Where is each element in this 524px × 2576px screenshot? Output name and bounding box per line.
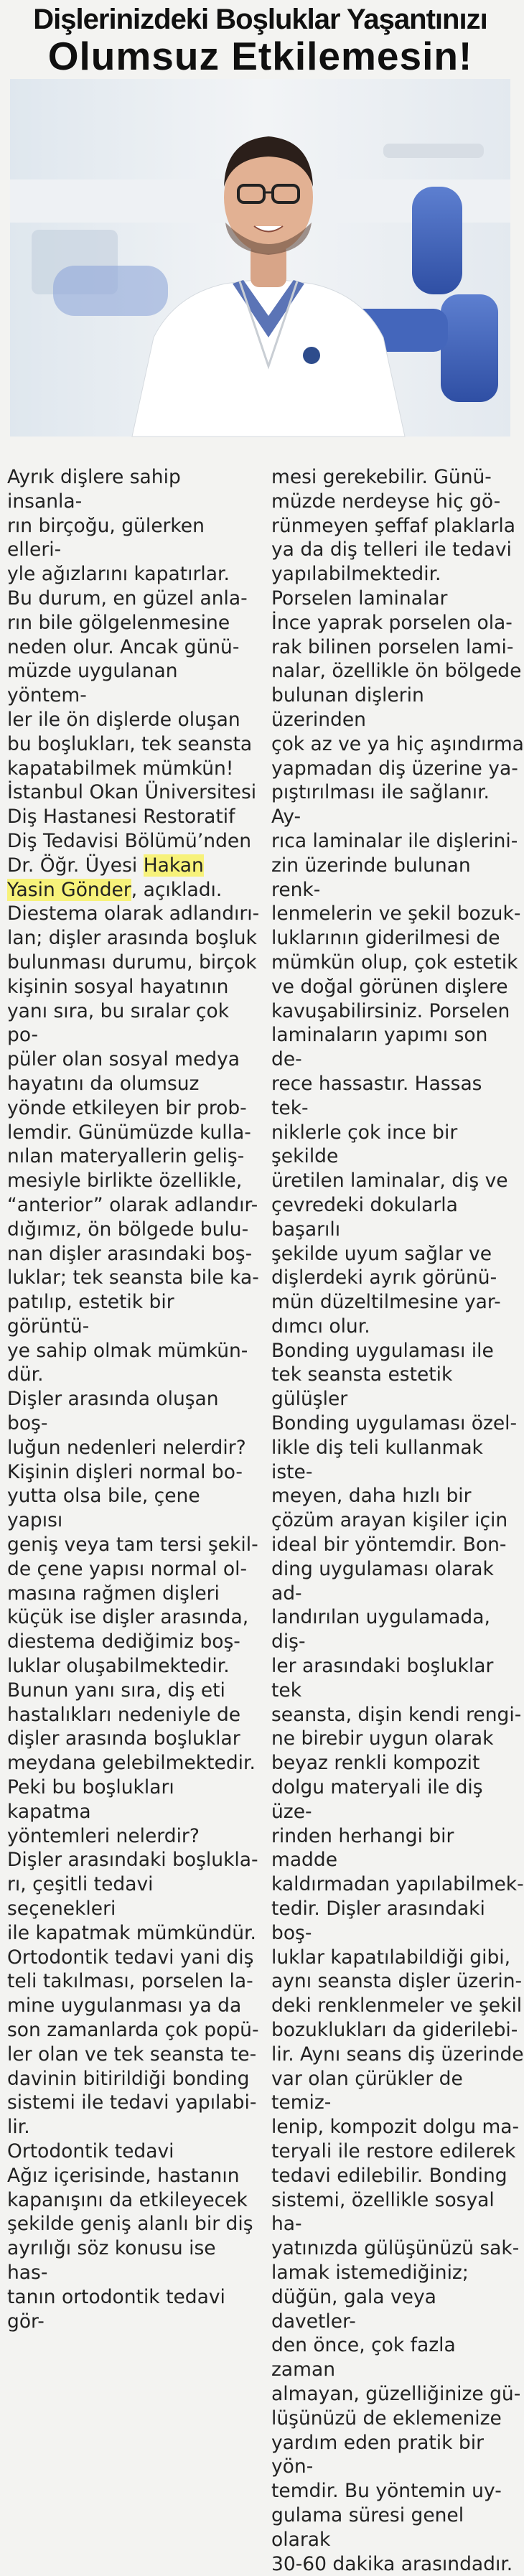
article-line: şekilde uyum sağlar ve — [271, 1242, 492, 1265]
article-line: ve doğal görünen dişlere — [271, 975, 508, 998]
article-line: yapılabilmektedir. — [271, 563, 441, 586]
article-line — [7, 732, 260, 757]
line-text: yle ağızlarını kapatırlar. — [7, 563, 230, 586]
line-text: püler olan sosyal medya — [7, 1048, 240, 1071]
article-line — [7, 805, 260, 829]
line-text: nılan materyallerin geliş- — [7, 1145, 245, 1168]
article-line: rıca laminalar ile dişlerini- — [271, 829, 518, 852]
line-text: Dr. Öğr. Üyesi — [7, 854, 144, 877]
line-text: Ortodontik tedavi yani diş — [7, 1946, 254, 1969]
article-line — [7, 2115, 260, 2139]
headline-line-1: Dişlerinizdeki Boşluklar Yaşantınızı — [33, 4, 487, 35]
article-line — [7, 1557, 260, 1582]
article-line: landırılan uygulamada, diş- — [271, 1606, 490, 1653]
doctor-photo — [10, 79, 510, 437]
line-text: kapatabilmek mümkün! — [7, 757, 234, 780]
article-line: rece hassastır. Hassas tek- — [271, 1072, 482, 1119]
article-line: likle diş teli kullanmak iste- — [271, 1436, 483, 1483]
line-text: şekilde geniş alanlı bir diş — [7, 2213, 253, 2236]
line-text: de çene yapısı normal ol- — [7, 1557, 248, 1580]
article-line — [7, 1290, 260, 1339]
line-text: dığımız, ön bölgede bulu- — [7, 1218, 249, 1241]
article-line — [7, 2018, 260, 2043]
article-line — [7, 708, 260, 732]
article-line — [7, 1654, 260, 1679]
article-line: düğün, gala veya davetler- — [271, 2285, 436, 2333]
line-text: Peki bu boşlukları kapatma — [7, 1776, 174, 1823]
article-line — [7, 829, 260, 854]
article-line — [7, 1072, 260, 1096]
line-text: bulunması durumu, birçok — [7, 951, 257, 974]
article-line — [7, 1751, 260, 1775]
line-text: İstanbul Okan Üniversitesi — [7, 781, 257, 804]
line-text: davinin bitirildiği bonding — [7, 2067, 250, 2090]
article-line: rinden herhangi bir madde — [271, 1824, 454, 1872]
article-line: bulunan dişlerin üzerinden — [271, 684, 424, 731]
article-line — [7, 465, 260, 514]
line-text: ler ile ön dişlerde oluşan — [7, 708, 240, 731]
article-line — [7, 562, 260, 587]
article-line — [7, 1605, 260, 1630]
line-text: diestema dediğimiz boş- — [7, 1630, 240, 1653]
article-line: yardım eden pratik bir yön- — [271, 2431, 484, 2478]
line-text: kişinin sosyal hayatının — [7, 975, 229, 998]
headline-line-2: Olumsuz Etkilemesin! — [47, 34, 473, 78]
line-text: rın bile gölgelenmesine — [7, 611, 230, 634]
article-line — [7, 780, 260, 805]
article-line — [7, 1096, 260, 1121]
line-text: neden olur. Ancak günü- — [7, 635, 240, 658]
article-line — [7, 1484, 260, 1533]
article-line — [7, 1047, 260, 1072]
line-text: luklar; tek seansta bile ka- — [7, 1266, 259, 1289]
article-line — [7, 878, 260, 902]
article-body — [7, 465, 524, 2575]
line-text: ye sahip olmak mümkün- — [7, 1339, 248, 1362]
article-line: dımcı olur. — [271, 1315, 370, 1338]
article-line: lenip, kompozit dolgu ma- — [271, 2116, 520, 2139]
article-line — [7, 1727, 260, 1751]
article-line — [7, 1533, 260, 1557]
article-line: rak bilinen porselen lami- — [271, 635, 514, 658]
article-line — [7, 951, 260, 975]
article-line: mesi gerekebilir. Günü- — [271, 466, 492, 488]
line-text: “anterior” olarak adlandır- — [7, 1193, 258, 1216]
line-text: yönde etkileyen bir prob- — [7, 1096, 247, 1119]
line-text: luklar oluşabilmektedir. — [7, 1655, 230, 1678]
doctor-portrait-illustration — [10, 79, 510, 437]
article-line: Porselen laminalar — [271, 587, 448, 610]
article-line — [7, 1872, 260, 1921]
line-text: yöntemleri nelerdir? — [7, 1824, 200, 1847]
article-column-left — [7, 465, 260, 2333]
article-line: yatınızda gülüşünüzü sak- — [271, 2237, 520, 2260]
line-text: yutta olsa bile, çene yapısı — [7, 1485, 200, 1532]
line-text: masına rağmen dişleri — [7, 1582, 220, 1605]
line-text: hastalıkları nedeniyle de — [7, 1703, 241, 1726]
article-line: tedir. Dişler arasındaki boş- — [271, 1898, 485, 1944]
article-line: ne birebir uygun olarak — [271, 1727, 494, 1750]
line-text: geniş veya tam tersi şekil- — [7, 1534, 258, 1557]
line-text: Bu durum, en güzel anla- — [7, 587, 248, 610]
line-text: Ağız içerisinde, hastanın — [7, 2164, 240, 2187]
article-line — [7, 1121, 260, 1145]
article-line: bozuklukları da giderilebi- — [271, 2019, 518, 2041]
line-text: Diş Tedavisi Bölümü’nden — [7, 829, 251, 852]
article-line — [7, 514, 260, 563]
line-text: meydana gelebilmektedir. — [7, 1752, 256, 1775]
article-line: aynı seansta dişler üzerin- — [271, 1970, 523, 1993]
article-line: rünmeyen şeffaf plaklarla — [271, 514, 516, 537]
article-line: tek seansta estetik gülüşler — [271, 1363, 453, 1411]
article-line — [7, 902, 260, 926]
article-line: var olan çürükler de temiz- — [271, 2067, 463, 2114]
article-line: pıştırılması ile sağlanır. Ay- — [271, 781, 490, 829]
article-line — [7, 1582, 260, 1606]
article-line: teryali ile restore edilerek — [271, 2139, 516, 2162]
line-text: lan; dişler arasında boşluk — [7, 927, 257, 950]
article-line — [7, 1436, 260, 1460]
article-column-right — [271, 465, 524, 2575]
article-line: seansta, dişin kendi rengi- — [271, 1703, 522, 1726]
line-text: sistemi ile tedavi yapılabi- — [7, 2091, 257, 2114]
article-line — [7, 1630, 260, 1654]
article-line: ding uygulaması olarak ad- — [271, 1557, 494, 1605]
article-line: mümkün olup, çok estetik — [271, 951, 518, 974]
article-line — [7, 1460, 260, 1485]
article-line: lenmelerin ve şekil bozuk- — [271, 902, 521, 925]
article-line: üretilen laminalar, diş ve — [271, 1170, 508, 1193]
article-line — [7, 1144, 260, 1169]
line-text: lir. — [7, 2116, 30, 2139]
article-line: meyen, daha hızlı bir — [271, 1485, 472, 1508]
line-text: dür. — [7, 1363, 44, 1386]
article-line — [7, 2285, 260, 2334]
line-text: ler olan ve tek seansta te- — [7, 2043, 257, 2066]
article-line — [7, 2043, 260, 2067]
article-line: lir. Aynı seans diş üzerinde — [271, 2043, 524, 2066]
article-line: niklerle çok ince bir şekilde — [271, 1121, 458, 1168]
article-line: temdir. Bu yöntemin uy- — [271, 2480, 502, 2503]
line-text: Kişinin dişleri normal bo- — [7, 1460, 243, 1483]
article-line: çok az ve ya hiç aşındırma — [271, 732, 524, 755]
line-text: Dişler arasındaki boşlukla- — [7, 1849, 258, 1872]
article-line — [7, 854, 260, 878]
article-line — [7, 2236, 260, 2285]
line-text: küçük ise dişler arasında, — [7, 1606, 249, 1629]
line-text: Ortodontik tedavi — [7, 2139, 174, 2162]
article-line — [7, 2188, 260, 2213]
article-line — [7, 1679, 260, 1703]
article-line — [7, 1994, 260, 2018]
article-line — [7, 2139, 260, 2164]
line-text: Bunun yanı sıra, diş eti — [7, 1679, 225, 1702]
article-line — [7, 587, 260, 611]
article-line — [7, 1946, 260, 1970]
line-text: luğun nedenleri nelerdir? — [7, 1436, 246, 1459]
article-line: dişlerdeki ayrık görünü- — [271, 1266, 497, 1289]
line-text: , açıkladı. — [131, 878, 223, 901]
article-line — [7, 1193, 260, 1218]
article-line — [7, 659, 260, 708]
article-line: 30-60 dakika arasındadır. — [271, 2552, 513, 2575]
article-line: zin üzerinde bulunan renk- — [271, 854, 471, 901]
article-line: laminaların yapımı son de- — [271, 1024, 488, 1071]
line-text: rın birçoğu, gülerken elleri- — [7, 514, 205, 561]
line-text: Diestema olarak adlandırı- — [7, 902, 260, 925]
article-line: sistemi, özellikle sosyal ha- — [271, 2188, 495, 2236]
line-text: son zamanlarda çok popü- — [7, 2019, 259, 2041]
article-line — [7, 2212, 260, 2236]
article-line: luklar kapatılabildiği gibi, — [271, 1946, 511, 1969]
article-line: lamak istemediğiniz; — [271, 2261, 469, 2284]
article-line: beyaz renkli kompozit — [271, 1752, 480, 1775]
article-line — [7, 611, 260, 635]
article-line — [7, 1921, 260, 1946]
article-line — [7, 1387, 260, 1436]
headline — [7, 0, 513, 78]
article-line — [7, 1848, 260, 1872]
article-line: ler arasındaki boşluklar tek — [271, 1655, 494, 1702]
article-line — [7, 1775, 260, 1824]
line-text: kapanışını da etkileyecek — [7, 2188, 248, 2211]
highlighted-name: Hakan — [143, 854, 204, 877]
article-line — [7, 1363, 260, 1387]
article-line: den önce, çok fazla zaman — [271, 2334, 456, 2381]
article-line — [7, 1703, 260, 1727]
article-line: yapmadan diş üzerine ya- — [271, 757, 518, 780]
line-text: nan dişler arasındaki boş- — [7, 1242, 253, 1265]
article-line: çevredeki dokularla başarılı — [271, 1193, 458, 1241]
article-line: luklarının giderilmesi de — [271, 927, 500, 950]
article-line — [7, 975, 260, 999]
article-line — [7, 1339, 260, 1363]
article-line — [7, 1242, 260, 1266]
article-line: çözüm arayan kişiler için — [271, 1509, 508, 1532]
line-text: dişler arasında boşluklar — [7, 1727, 240, 1750]
article-line: İnce yaprak porselen ola- — [271, 611, 513, 634]
line-text: ayrılığı söz konusu ise has- — [7, 2237, 216, 2284]
article-line — [7, 757, 260, 781]
article-line — [7, 1169, 260, 1193]
article-line — [7, 635, 260, 660]
line-text: mesiyle birlikte özellikle, — [7, 1170, 243, 1193]
article-line: ya da diş telleri ile tedavi — [271, 538, 512, 561]
line-text: Dişler arasında oluşan boş- — [7, 1388, 219, 1435]
line-text: yanı sıra, bu sıralar çok po- — [7, 999, 230, 1047]
line-text: Diş Hastanesi Restoratif — [7, 806, 235, 829]
line-text: müzde uygulanan yöntem- — [7, 660, 178, 707]
article-line: Bonding uygulaması özel- — [271, 1412, 518, 1435]
line-text: rı, çeşitli tedavi seçenekleri — [7, 1873, 154, 1921]
line-text: bu boşlukları, tek seansta — [7, 732, 253, 755]
line-text: lemdir. Günümüzde kulla- — [7, 1121, 251, 1144]
article-line — [7, 1969, 260, 1994]
article-line — [7, 2091, 260, 2115]
article-line — [7, 1218, 260, 1242]
line-text: hayatını da olumsuz — [7, 1072, 200, 1095]
article-line — [7, 926, 260, 951]
article-line: müzde nerdeyse hiç gö- — [271, 490, 501, 513]
article-line: lüşünüzü de eklemenize — [271, 2407, 502, 2430]
line-text: ile kapatmak mümkündür. — [7, 1921, 256, 1944]
line-text: patılıp, estetik bir görüntü- — [7, 1291, 174, 1338]
article-line: gulama süresi genel olarak — [271, 2503, 464, 2551]
article-line — [7, 2067, 260, 2091]
article-line: dolgu materyali ile diş üze- — [271, 1776, 483, 1823]
article-line: kaldırmadan yapılabilmek- — [271, 1873, 524, 1896]
highlighted-name: Yasin Gönder — [7, 878, 131, 901]
article-line: kavuşabilirsiniz. Porselen — [271, 999, 510, 1022]
line-text: tanın ortodontik tedavi gör- — [7, 2285, 225, 2333]
article-line: tedavi edilebilir. Bonding — [271, 2164, 507, 2187]
article-line: nalar, özellikle ön bölgede — [271, 660, 522, 683]
article-line: ideal bir yöntemdir. Bon- — [271, 1534, 507, 1557]
article-line — [7, 1824, 260, 1849]
article-line: mün düzeltilmesine yar- — [271, 1291, 501, 1314]
line-text: Ayrık dişlere sahip insanla- — [7, 466, 181, 513]
article-line: deki renklenmeler ve şekil — [271, 1994, 523, 2017]
article-line — [7, 999, 260, 1048]
line-text: teli takılması, porselen la- — [7, 1970, 253, 1993]
article-line: Bonding uygulaması ile — [271, 1339, 494, 1362]
article-line: almayan, güzelliğinize gü- — [271, 2382, 521, 2405]
line-text: mine uygulanması ya da — [7, 1994, 242, 2017]
article-line — [7, 2164, 260, 2188]
article-line — [7, 1266, 260, 1290]
